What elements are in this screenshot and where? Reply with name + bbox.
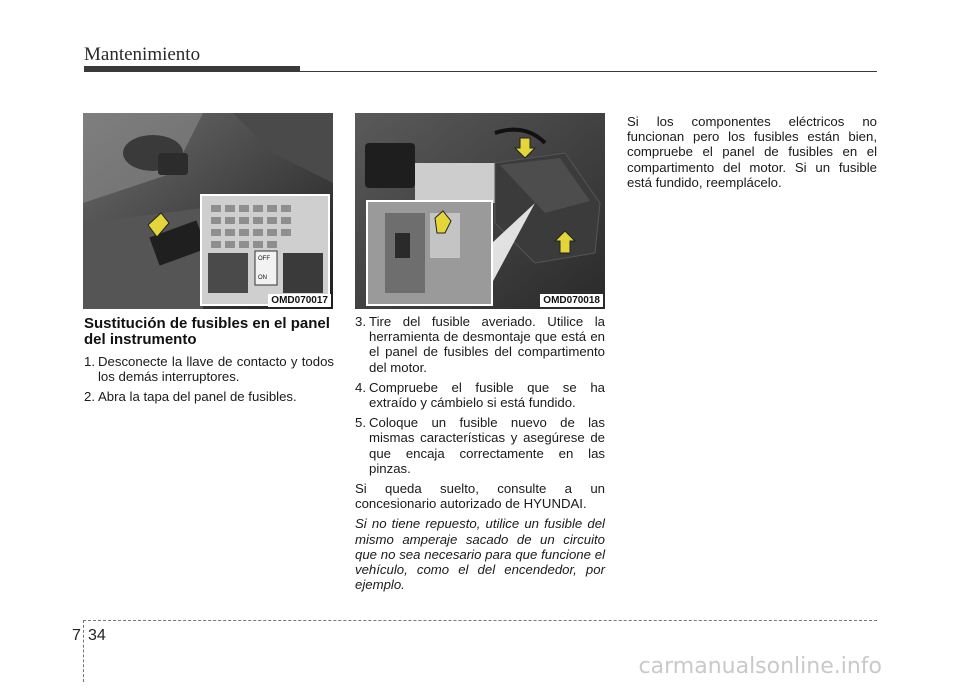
watermark: carmanualsonline.info [638,654,882,679]
step-number: 3. [355,314,366,329]
step-item [84,354,334,384]
page-number: 34 [88,627,106,644]
dealer-paragraph: Si queda suelto, consulte a un concesionario autorizado de HYUNDAI. [355,481,605,512]
photo-code-label: OMD070017 [268,294,331,307]
step-text: Compruebe el fusible que se ha extraído y cámbielo si está fundido. [369,379,605,411]
step-text: Tire del fusible averiado. Utilice la herramienta de desmontaje que está en el panel de fusibles del compartimento del motor. [369,314,605,375]
step-number: 1. [84,354,95,369]
chapter-number: 7 [72,627,81,644]
section-heading: Sustitución de fusibles en el panel del instrumento [84,315,330,348]
step-item [355,415,605,476]
column-2 [355,314,605,597]
step-item [355,380,605,410]
header-rule [300,71,877,72]
step-text: Coloque un fusible nuevo de las mismas características y asegúrese de que encaja correctamente en las pinzas. [369,415,605,476]
engine-fuse-box-photo [355,113,605,309]
header-bar [84,66,300,72]
footer-divider [83,620,84,682]
interior-fuse-panel-illustration [83,113,333,309]
section-title: Mantenimiento [84,44,201,65]
switch-on-label: ON [258,275,267,281]
step-number: 5. [355,415,366,431]
note-paragraph: Si no tiene repuesto, utilice un fusible del mismo amperaje sacado de un circuito que no sea necesario para que funcione el vehículo, como el del encendedor, por ejemplo. [355,516,605,593]
step-text: Abra la tapa del panel de fusibles. [98,389,297,405]
step-item [355,314,605,375]
footer-rule [83,620,877,621]
interior-fuse-panel-photo [83,113,333,309]
step-text: Desconecte la llave de contacto y todos los demás interruptores. [98,354,334,385]
engine-fuse-box-illustration [355,113,605,309]
photo-code-label: OMD070018 [540,294,603,307]
switch-off-label: OFF [258,256,270,262]
engine-fuse-paragraph: Si los componentes eléctricos no funcionan pero los fusibles están bien, compruebe el panel de fusibles en el compartimento del motor. Si un fusible está fundido, reemplácelo. [627,114,877,190]
column-1 [84,316,334,410]
step-number: 2. [84,389,95,405]
step-item [84,389,334,404]
column-3 [627,114,877,195]
step-number: 4. [355,379,366,395]
